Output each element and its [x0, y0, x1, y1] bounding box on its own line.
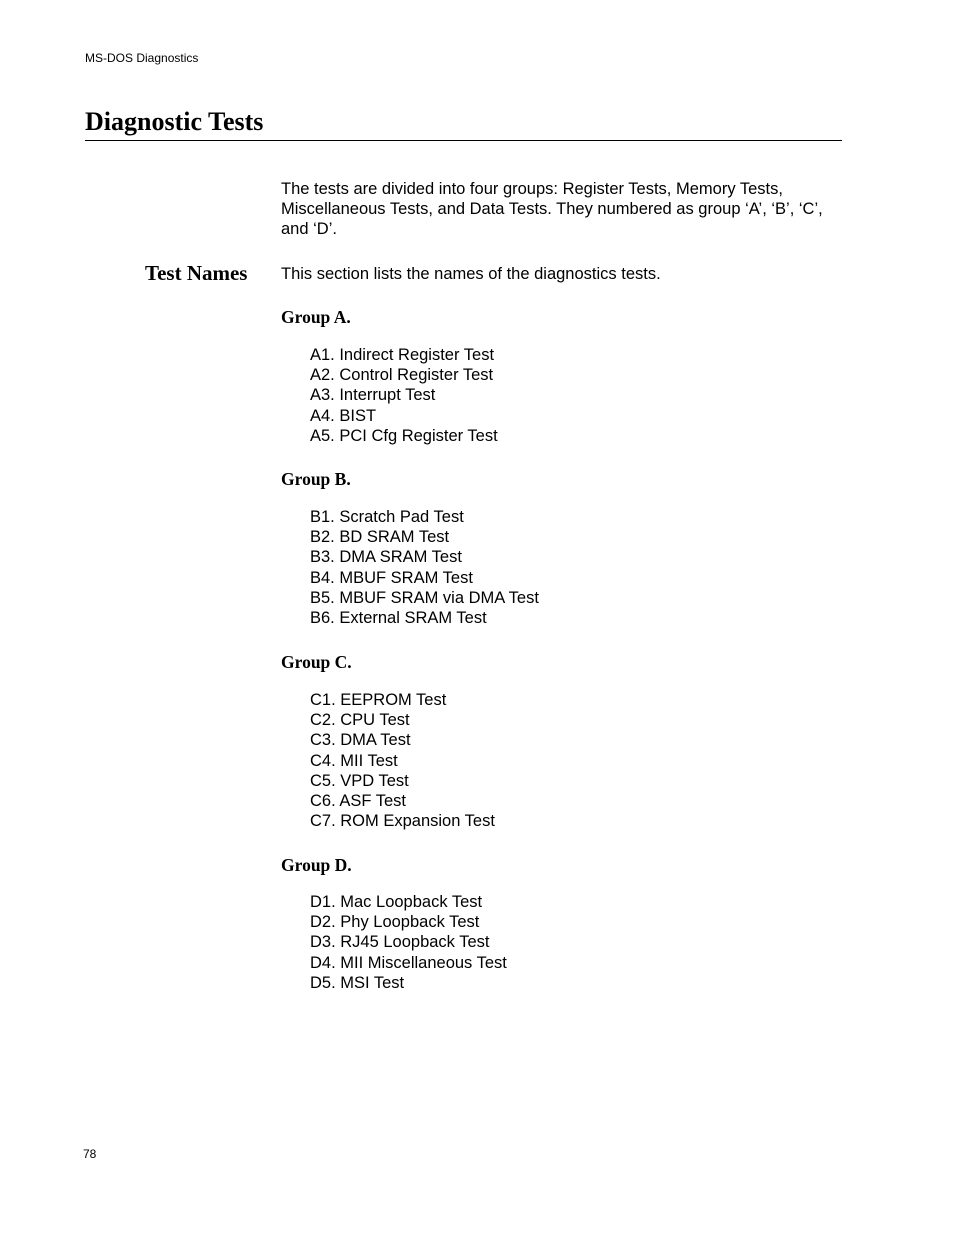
- list-item: B6. External SRAM Test: [310, 609, 487, 628]
- group-a-list: [310, 345, 498, 446]
- list-item: A3. Interrupt Test: [310, 386, 436, 405]
- list-item: C7. ROM Expansion Test: [310, 812, 495, 831]
- list-item: D1. Mac Loopback Test: [310, 893, 483, 911]
- list-item: C6. ASF Test: [310, 792, 406, 811]
- list-item: C2. CPU Test: [310, 711, 410, 730]
- list-item: D3. RJ45 Loopback Test: [310, 933, 490, 952]
- list-item: A1. Indirect Register Test: [310, 346, 495, 364]
- list-item: A2. Control Register Test: [310, 366, 494, 385]
- list-item: B5. MBUF SRAM via DMA Test: [310, 588, 539, 607]
- page-title: Diagnostic Tests: [85, 107, 264, 136]
- group-d-list: [310, 892, 507, 993]
- list-item: B3. DMA SRAM Test: [310, 548, 462, 567]
- intro-paragraph: The tests are divided into four groups: Register Tests, Memory Tests, Miscellaneous Tests, and Data Tests. They numbered as group ‘A’, ‘B’, ‘C’, and ‘D’.: [281, 180, 823, 238]
- test-names-heading: Test Names: [145, 261, 248, 285]
- group-c-heading: Group C.: [281, 652, 352, 672]
- list-item: D4. MII Miscellaneous Test: [310, 953, 507, 972]
- group-a-heading: Group A.: [281, 307, 351, 327]
- list-item: C1. EEPROM Test: [310, 691, 447, 709]
- list-item: C4. MII Test: [310, 751, 398, 770]
- list-item: B2. BD SRAM Test: [310, 528, 450, 547]
- list-item: D5. MSI Test: [310, 973, 405, 992]
- list-item: B4. MBUF SRAM Test: [310, 568, 473, 587]
- group-b-list: [310, 507, 539, 628]
- list-item: A4. BIST: [310, 406, 377, 425]
- title-divider: [85, 140, 842, 141]
- list-item: D2. Phy Loopback Test: [310, 913, 480, 932]
- list-item: C3. DMA Test: [310, 731, 411, 750]
- list-item: C5. VPD Test: [310, 771, 409, 790]
- page-number: 78: [83, 1147, 97, 1161]
- group-b-heading: Group B.: [281, 469, 351, 489]
- running-header: MS-DOS Diagnostics: [85, 51, 199, 65]
- test-names-lead: This section lists the names of the diagnostics tests.: [281, 265, 661, 283]
- group-d-heading: Group D.: [281, 855, 352, 875]
- list-item: A5. PCI Cfg Register Test: [310, 426, 498, 445]
- list-item: B1. Scratch Pad Test: [310, 508, 464, 526]
- group-c-list: [310, 690, 495, 831]
